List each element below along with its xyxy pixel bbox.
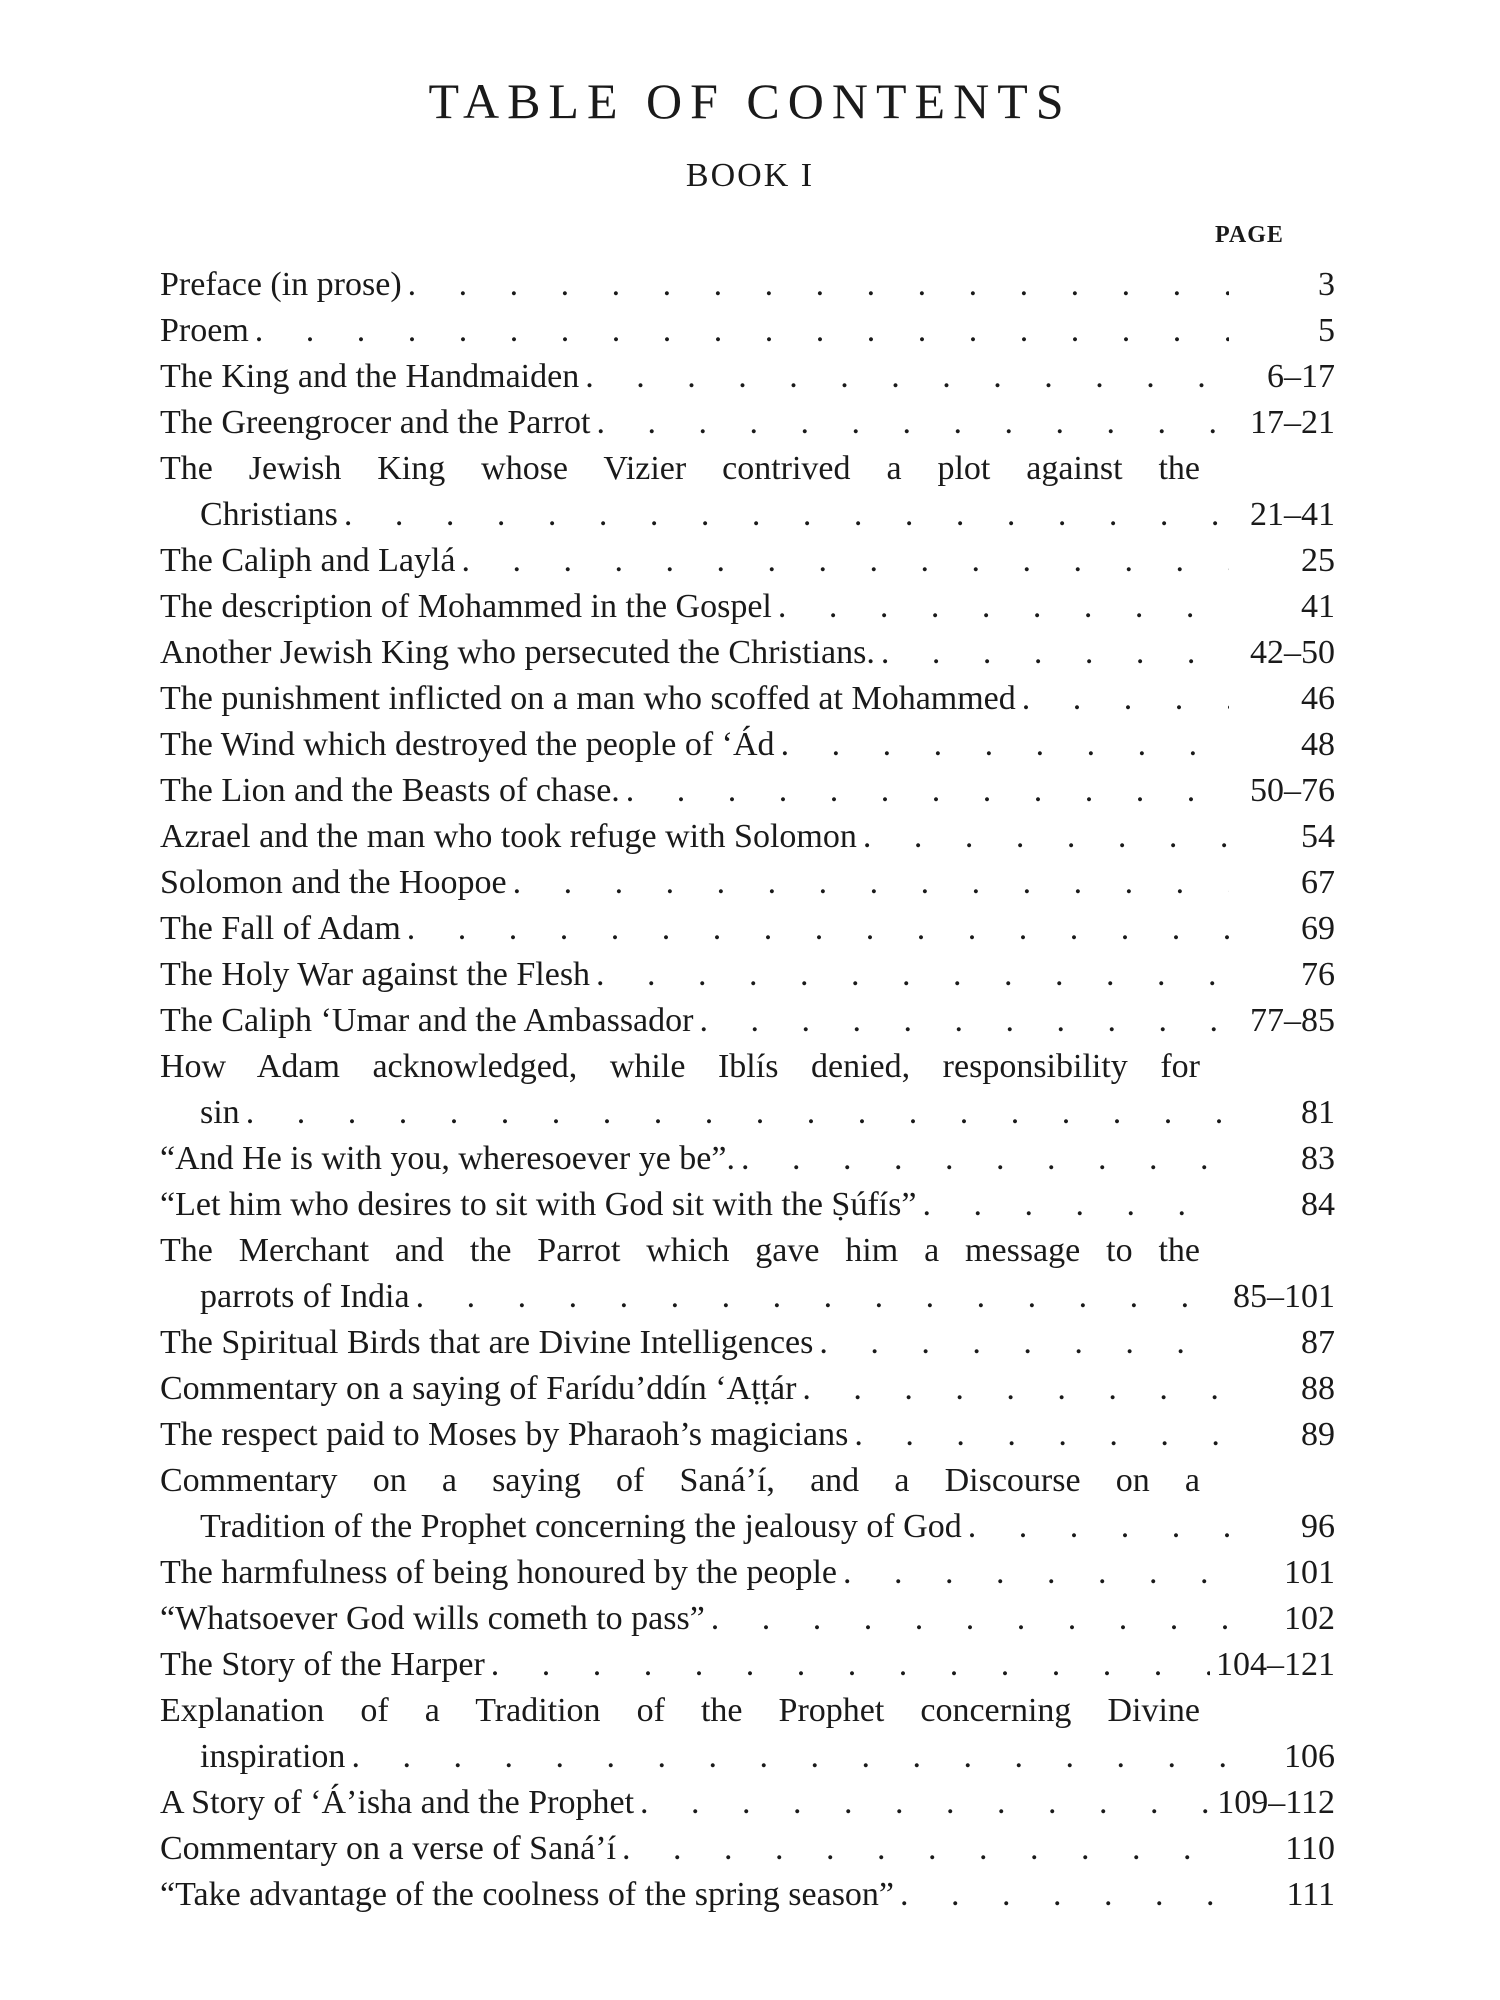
toc-entry (160, 1412, 1335, 1458)
dot-leader (863, 814, 1229, 860)
toc-entry-page: 110 (1285, 1830, 1335, 1867)
toc-entry-page: 101 (1284, 1554, 1335, 1591)
toc-entry (160, 676, 1335, 722)
dot-leader (781, 722, 1229, 768)
toc-entry-title: inspiration (200, 1738, 346, 1775)
toc-entry-title: The respect paid to Moses by Pharaoh’s magicians (160, 1416, 849, 1453)
toc-entry-title-line: Commentary on a saying of Saná’í, and a Discourse on a (160, 1462, 1200, 1499)
toc-entry-page: 17–21 (1250, 404, 1335, 441)
toc-entry (160, 262, 1335, 308)
dot-leader (1022, 676, 1229, 722)
toc-entry (160, 1136, 1335, 1182)
toc-entry-page: 96 (1301, 1508, 1335, 1545)
toc-entry (160, 446, 1335, 538)
dot-leader (513, 860, 1229, 906)
dot-leader (843, 1550, 1229, 1596)
toc-entry (160, 538, 1335, 584)
toc-entry (160, 1182, 1335, 1228)
toc-entry-page: 21–41 (1250, 496, 1335, 533)
dot-leader (585, 354, 1229, 400)
toc-entry (160, 1320, 1335, 1366)
toc-entry (160, 906, 1335, 952)
toc-entry (160, 1366, 1335, 1412)
toc-entry-title: The punishment inflicted on a man who scoffed at Mohammed (160, 680, 1016, 717)
toc-entry (160, 998, 1335, 1044)
toc-entry-title: Azrael and the man who took refuge with Solomon (160, 818, 857, 855)
toc-entry (160, 1780, 1335, 1826)
dot-leader (881, 630, 1229, 676)
toc-entry-title: The description of Mohammed in the Gospel (160, 588, 772, 625)
toc-entry-title: “And He is with you, wheresoever ye be”. (160, 1140, 735, 1177)
dot-leader (491, 1642, 1210, 1688)
toc-entry (160, 400, 1335, 446)
toc-entry-title: The Caliph ‘Umar and the Ambassador (160, 1002, 694, 1039)
dot-leader (922, 1182, 1229, 1228)
toc-entry (160, 722, 1335, 768)
toc-entry-page: 54 (1301, 818, 1335, 855)
toc-entry-page: 85–101 (1233, 1278, 1335, 1315)
toc-entry (160, 584, 1335, 630)
toc-entry (160, 630, 1335, 676)
dot-leader (408, 262, 1229, 308)
dot-leader (596, 952, 1229, 998)
toc-entry-page: 25 (1301, 542, 1335, 579)
toc-entry-title: “Whatsoever God wills cometh to pass” (160, 1600, 705, 1637)
dot-leader (255, 308, 1229, 354)
dot-leader (351, 1734, 1229, 1780)
dot-leader (900, 1872, 1229, 1918)
toc-entry (160, 1550, 1335, 1596)
dot-leader (626, 768, 1229, 814)
dot-leader (699, 998, 1229, 1044)
toc-entry-title: A Story of ‘Á’isha and the Prophet (160, 1784, 635, 1821)
toc-entry-title: parrots of India (200, 1278, 410, 1315)
toc-entry-page: 81 (1301, 1094, 1335, 1131)
toc-entry (160, 952, 1335, 998)
toc-entry-title: The Story of the Harper (160, 1646, 485, 1683)
toc-entry-page: 109–112 (1217, 1784, 1335, 1821)
toc-entry-title: The Spiritual Birds that are Divine Intelligences (160, 1324, 814, 1361)
toc-entry-page: 102 (1284, 1600, 1335, 1637)
toc-entry-title: Tradition of the Prophet concerning the jealousy of God (200, 1508, 962, 1545)
dot-leader (711, 1596, 1229, 1642)
toc-entry (160, 1228, 1335, 1320)
toc-entry-title: Christians (200, 496, 338, 533)
toc-entry (160, 308, 1335, 354)
toc-entry (160, 1872, 1335, 1918)
toc-entry-page: 6–17 (1267, 358, 1335, 395)
toc-entry-title-line: The Jewish King whose Vizier contrived a plot against the (160, 450, 1200, 487)
toc-entry-title: Solomon and the Hoopoe (160, 864, 507, 901)
toc-entry (160, 1688, 1335, 1780)
toc-entry-title: The Wind which destroyed the people of ‘Ád (160, 726, 775, 763)
toc-entry-page: 48 (1301, 726, 1335, 763)
toc-entry-page: 41 (1301, 588, 1335, 625)
toc-entry-page: 89 (1301, 1416, 1335, 1453)
toc-entry-title: The Holy War against the Flesh (160, 956, 591, 993)
toc-entry-title: The Greengrocer and the Parrot (160, 404, 591, 441)
toc-entry-title: The King and the Handmaiden (160, 358, 580, 395)
toc-entry-title: The Fall of Adam (160, 910, 401, 947)
toc-entry (160, 860, 1335, 906)
dot-leader (462, 538, 1229, 584)
dot-leader (854, 1412, 1229, 1458)
toc-entry-title: The Caliph and Laylá (160, 542, 456, 579)
toc-entry-title: “Let him who desires to sit with God sit with the Ṣúfís” (160, 1186, 917, 1223)
dot-leader (802, 1366, 1229, 1412)
toc-entry-page: 83 (1301, 1140, 1335, 1177)
toc-entry (160, 814, 1335, 860)
table-of-contents (160, 262, 1335, 1918)
toc-entry-page: 5 (1318, 312, 1335, 349)
dot-leader (819, 1320, 1229, 1366)
toc-entry-page: 111 (1286, 1876, 1335, 1913)
toc-entry-page: 50–76 (1250, 772, 1335, 809)
toc-entry-title: The Lion and the Beasts of chase. (160, 772, 620, 809)
toc-entry-title-line: The Merchant and the Parrot which gave him a message to the (160, 1232, 1200, 1269)
toc-entry-page: 46 (1301, 680, 1335, 717)
toc-entry-page: 84 (1301, 1186, 1335, 1223)
dot-leader (596, 400, 1229, 446)
toc-entry-title: “Take advantage of the coolness of the spring season” (160, 1876, 895, 1913)
toc-entry-title-line: How Adam acknowledged, while Iblís denied, responsibility for (160, 1048, 1200, 1085)
toc-entry-title: Commentary on a verse of Saná’í (160, 1830, 617, 1867)
toc-entry-title: The harmfulness of being honoured by the people (160, 1554, 837, 1591)
toc-entry-title: Preface (in prose) (160, 266, 402, 303)
dot-leader (778, 584, 1229, 630)
toc-entry (160, 768, 1335, 814)
toc-entry (160, 1826, 1335, 1872)
toc-entry-title-line: Explanation of a Tradition of the Prophet concerning Divine (160, 1692, 1200, 1729)
toc-entry (160, 1044, 1335, 1136)
toc-entry (160, 354, 1335, 400)
toc-entry-page: 88 (1301, 1370, 1335, 1407)
dot-leader (640, 1780, 1211, 1826)
toc-entry-page: 104–121 (1216, 1646, 1335, 1683)
toc-entry-page: 42–50 (1250, 634, 1335, 671)
dot-leader (344, 492, 1229, 538)
toc-entry-title: Commentary on a saying of Farídu’ddín ‘Aṭṭár (160, 1370, 797, 1407)
toc-entry-title: Proem (160, 312, 249, 349)
toc-entry-page: 3 (1318, 266, 1335, 303)
toc-entry (160, 1642, 1335, 1688)
toc-entry-page: 76 (1301, 956, 1335, 993)
dot-leader (968, 1504, 1229, 1550)
page-title: TABLE OF CONTENTS (428, 73, 1072, 129)
toc-entry-page: 77–85 (1250, 1002, 1335, 1039)
toc-entry-page: 67 (1301, 864, 1335, 901)
toc-entry-title: Another Jewish King who persecuted the Christians. (160, 634, 875, 671)
dot-leader (416, 1274, 1227, 1320)
page-column-label: PAGE (1215, 222, 1284, 248)
dot-leader (407, 906, 1229, 952)
book-title: BOOK I (685, 157, 815, 194)
toc-entry-page: 106 (1284, 1738, 1335, 1775)
toc-entry-page: 87 (1301, 1324, 1335, 1361)
toc-entry-page: 69 (1301, 910, 1335, 947)
toc-entry (160, 1596, 1335, 1642)
dot-leader (246, 1090, 1229, 1136)
toc-entry-title: sin (200, 1094, 240, 1131)
dot-leader (622, 1826, 1229, 1872)
toc-entry (160, 1458, 1335, 1550)
dot-leader (741, 1136, 1229, 1182)
